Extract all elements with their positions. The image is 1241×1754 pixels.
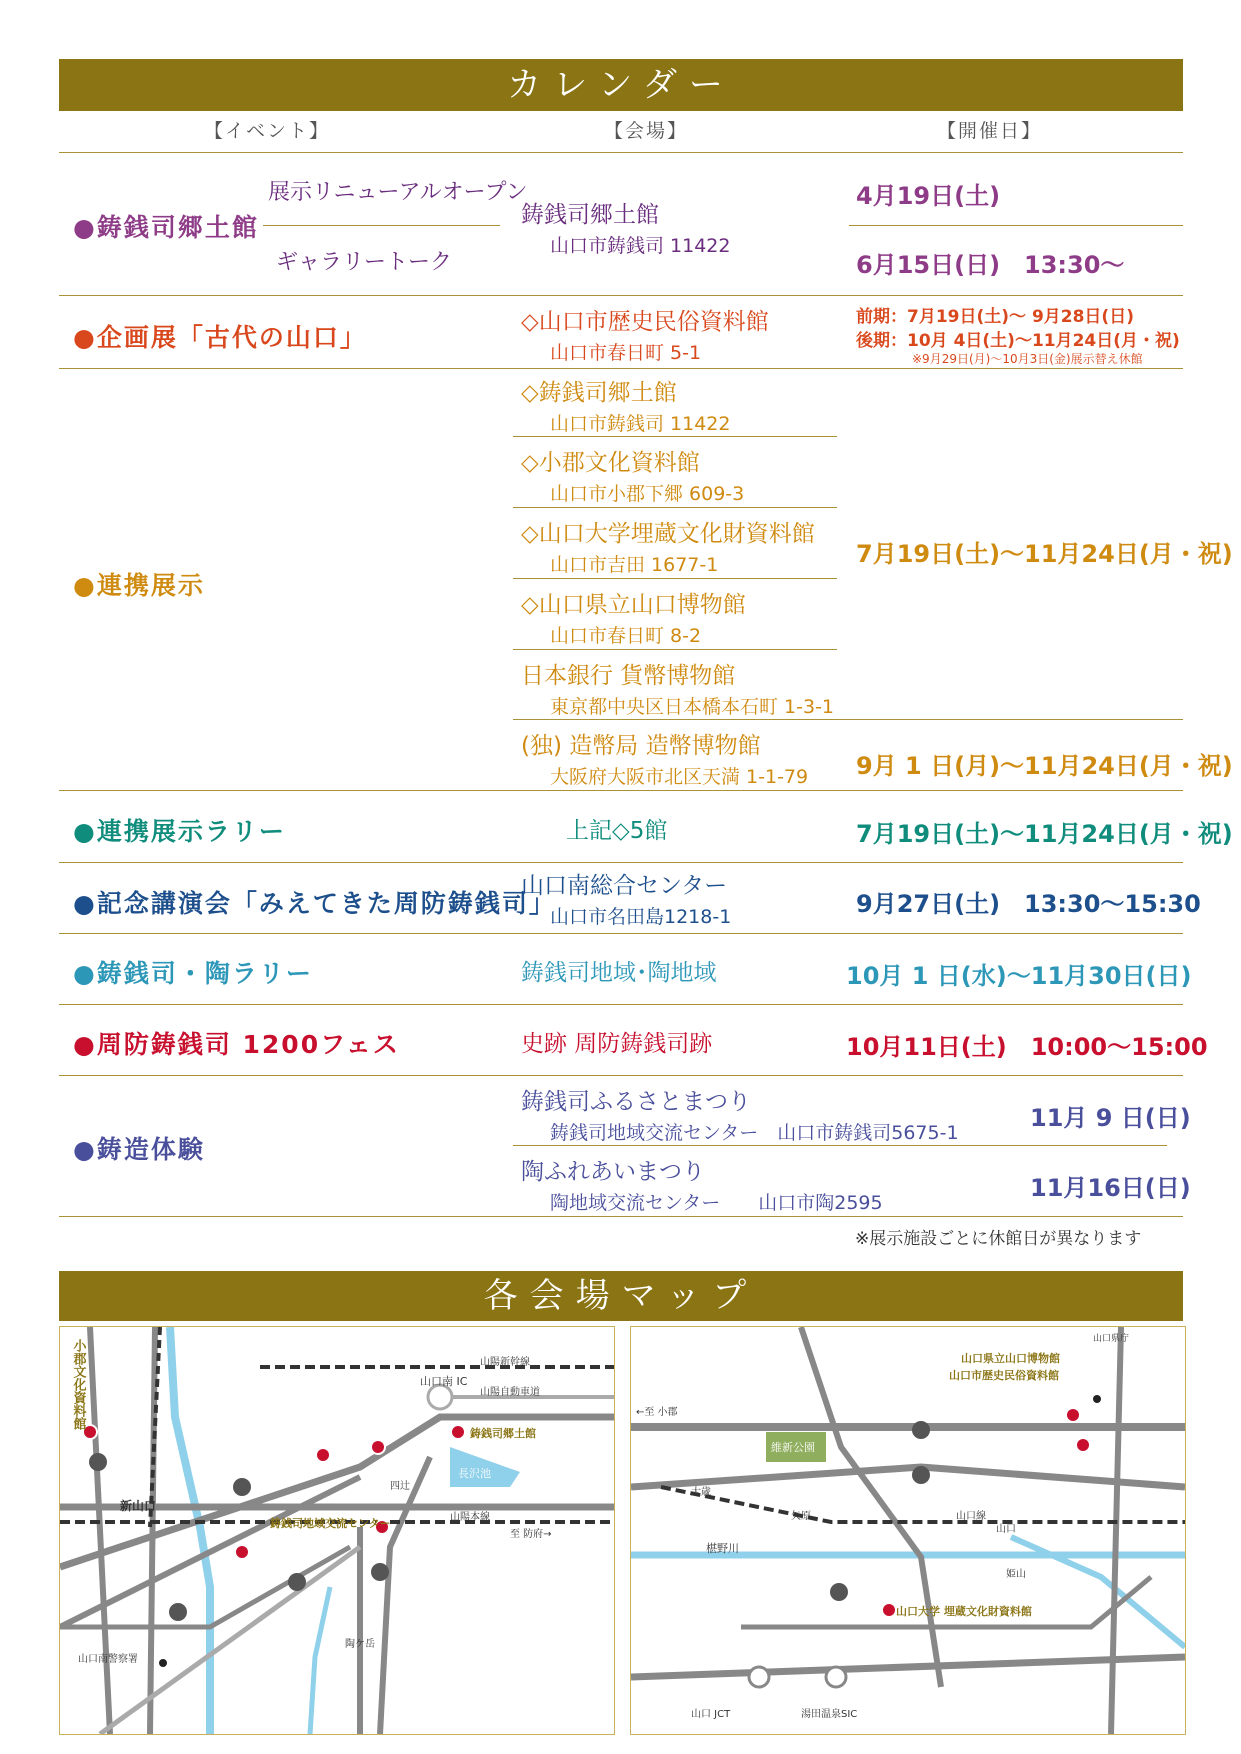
venue-sue-rally: 鋳銭司地域･陶地域 bbox=[521, 960, 717, 986]
ic-marker bbox=[428, 1385, 452, 1409]
expressway bbox=[631, 1657, 1185, 1677]
event-renkei: ●連携展示 bbox=[73, 571, 205, 600]
marker-police bbox=[159, 1659, 167, 1667]
label-to-hofu: 至 防府→ bbox=[510, 1529, 552, 1540]
row-divider bbox=[513, 436, 837, 437]
calendar-title-banner bbox=[59, 59, 1183, 111]
route-194 bbox=[371, 1563, 389, 1581]
railway-yamaguchi bbox=[661, 1487, 1185, 1522]
date-sue-rally: 10月 1 日(水)～11月30日(日) bbox=[846, 962, 1192, 990]
row-divider bbox=[59, 1004, 1183, 1005]
date-fes: 10月11日(土) 10:00～15:00 bbox=[846, 1033, 1208, 1061]
addr-minzoku: 山口市春日町 5-1 bbox=[550, 342, 702, 364]
row-divider bbox=[59, 933, 1183, 934]
label-yamaguchi: 山口 bbox=[996, 1524, 1016, 1535]
label-sanyo-line: 山陽本線 bbox=[450, 1512, 490, 1523]
marker-sue bbox=[316, 1448, 330, 1462]
map-left-svg bbox=[60, 1327, 614, 1734]
route-9 bbox=[89, 1453, 107, 1471]
venue-furusato: 鋳銭司ふるさとまつり bbox=[521, 1089, 751, 1115]
venue-fureai: 陶ふれあいまつり bbox=[521, 1159, 705, 1185]
label-museum: 山口県立山口博物館 bbox=[961, 1352, 1060, 1365]
header-event: 【イベント】 bbox=[204, 120, 331, 142]
label-suegatake: 陶ケ岳 bbox=[345, 1639, 375, 1650]
road bbox=[801, 1327, 941, 1687]
map-right-svg bbox=[631, 1327, 1185, 1734]
map-title-banner bbox=[59, 1271, 1183, 1321]
label-fushino: 椹野川 bbox=[706, 1542, 739, 1555]
date-renkei: 7月19日(土)～11月24日(月・祝) bbox=[856, 540, 1233, 568]
date-furusato: 11月 9 日(日) bbox=[1030, 1104, 1191, 1132]
road-204 bbox=[631, 1467, 1185, 1487]
route-204 bbox=[912, 1466, 930, 1484]
marker-minzoku bbox=[1076, 1438, 1090, 1452]
sic-marker bbox=[826, 1667, 846, 1687]
addr-kouen: 山口市名田島1218-1 bbox=[550, 906, 732, 928]
addr-furusato: 鋳銭司地域交流センター 山口市鋳銭司5675-1 bbox=[550, 1122, 959, 1144]
venue-kouen: 山口南総合センター bbox=[521, 873, 728, 899]
date-fureai: 11月16日(日) bbox=[1030, 1174, 1191, 1202]
date-kouen: 9月27日(土) 13:30～15:30 bbox=[856, 890, 1201, 918]
map-title: 各会場マップ bbox=[483, 1276, 759, 1316]
label-kyodokan: 鋳銭司郷土館 bbox=[470, 1427, 536, 1440]
venue-renkei-1: ◇鋳銭司郷土館 bbox=[521, 380, 677, 406]
label-yabara: 矢原 bbox=[791, 1511, 811, 1522]
row-divider bbox=[263, 225, 500, 226]
marker-kencho bbox=[1093, 1395, 1101, 1403]
addr-kyodokan: 山口市鋳銭司 11422 bbox=[550, 235, 731, 257]
route-61 bbox=[288, 1573, 306, 1591]
row-divider bbox=[59, 790, 1183, 791]
event-fes: ●周防鋳銭司 1200フェス bbox=[73, 1030, 400, 1059]
marker-kyodokan bbox=[451, 1425, 465, 1439]
venue-renkei-4: ◇山口県立山口博物館 bbox=[521, 592, 746, 618]
venue-minzoku: ◇山口市歴史民俗資料館 bbox=[521, 309, 769, 335]
addr-renkei-5: 東京都中央区日本橋本石町 1-3-1 bbox=[550, 696, 835, 718]
footnote: ※展示施設ごとに休館日が異なります bbox=[855, 1229, 1142, 1249]
marker-univ bbox=[882, 1603, 896, 1617]
label-sic: 湯田温泉SIC bbox=[801, 1709, 858, 1720]
date-zenki: 前期：7月19日(土)～ 9月28日(日) bbox=[856, 307, 1134, 327]
event-kyodokan: ●鋳銭司郷土館 bbox=[73, 213, 259, 242]
label-univ: 山口大学 埋蔵文化財資料館 bbox=[896, 1605, 1032, 1618]
closure-note: ※9月29日(月)～10月3日(金)展示替え休館 bbox=[912, 352, 1143, 366]
label-expressway: 山陽自動車道 bbox=[480, 1387, 540, 1398]
venue-renkei-3: ◇山口大学埋蔵文化財資料館 bbox=[521, 521, 815, 547]
road-194 bbox=[380, 1457, 430, 1734]
header-date: 【開催日】 bbox=[937, 120, 1043, 142]
row-divider bbox=[513, 578, 837, 579]
date-gallery-talk: 6月15日(日) 13:30～ bbox=[856, 251, 1125, 279]
label-jct: 山口 JCT bbox=[691, 1709, 731, 1720]
event-sub-gallery-talk: ギャラリートーク bbox=[276, 250, 453, 275]
marker-minami bbox=[235, 1545, 249, 1559]
date-renewal: 4月19日(土) bbox=[856, 182, 1001, 210]
road bbox=[1111, 1327, 1121, 1734]
row-divider bbox=[513, 1145, 1167, 1146]
label-shinyamaguchi: 新山口 bbox=[120, 1499, 157, 1513]
map-right bbox=[630, 1326, 1186, 1735]
route-61 bbox=[830, 1583, 848, 1601]
venue-renkei-5: 日本銀行 貨幣博物館 bbox=[521, 663, 736, 689]
marker-museum bbox=[1066, 1408, 1080, 1422]
addr-renkei-1: 山口市鋳銭司 11422 bbox=[550, 413, 731, 435]
event-sub-renewal: 展示リニューアルオープン bbox=[268, 180, 528, 205]
date-zouhei: 9月 1 日(月)～11月24日(月・祝) bbox=[856, 752, 1233, 780]
label-police: 山口南警察署 bbox=[78, 1654, 138, 1665]
event-rally: ●連携展示ラリー bbox=[73, 817, 286, 846]
jct-marker bbox=[749, 1667, 769, 1687]
label-minzoku: 山口市歴史民俗資料館 bbox=[949, 1369, 1059, 1382]
venue-renkei-6: (独) 造幣局 造幣博物館 bbox=[521, 733, 761, 759]
label-yamaguchi-line: 山口線 bbox=[956, 1511, 986, 1522]
date-rally: 7月19日(土)～11月24日(月・祝) bbox=[856, 820, 1233, 848]
event-kouen: ●記念講演会「みえてきた周防鋳銭司」 bbox=[73, 889, 556, 918]
road bbox=[741, 1577, 1151, 1627]
label-ic: 山口南 IC bbox=[420, 1375, 468, 1388]
venue-kyodokan: 鋳銭司郷土館 bbox=[521, 202, 659, 228]
label-to-ogori: ←至 小郡 bbox=[636, 1407, 678, 1418]
row-divider bbox=[59, 295, 1183, 296]
road bbox=[90, 1327, 110, 1734]
label-yotsutsuji: 四辻 bbox=[390, 1481, 410, 1492]
addr-renkei-3: 山口市吉田 1677-1 bbox=[550, 554, 719, 576]
event-chuzo: ●鋳造体験 bbox=[73, 1135, 205, 1164]
venue-fes: 史跡 周防鋳銭司跡 bbox=[521, 1031, 713, 1057]
route-9 bbox=[912, 1421, 930, 1439]
label-oochi: 大歳 bbox=[691, 1487, 711, 1498]
label-shinkansen: 山陽新幹線 bbox=[480, 1357, 530, 1368]
route-335 bbox=[233, 1478, 251, 1496]
calendar-title: カレンダー bbox=[507, 65, 735, 105]
row-divider bbox=[849, 225, 1183, 226]
road bbox=[150, 1327, 155, 1734]
label-nagasawa: 長沢池 bbox=[458, 1467, 491, 1480]
event-kikakuten: ●企画展「古代の山口」 bbox=[73, 323, 367, 352]
row-divider bbox=[59, 368, 1183, 369]
row-divider bbox=[59, 1075, 1183, 1076]
addr-renkei-4: 山口市春日町 8-2 bbox=[550, 625, 702, 647]
row-divider bbox=[513, 507, 837, 508]
label-ishin: 維新公園 bbox=[771, 1441, 815, 1454]
row-divider bbox=[59, 862, 1183, 863]
addr-renkei-6: 大阪府大阪市北区天満 1-1-79 bbox=[550, 766, 809, 788]
row-divider bbox=[59, 152, 1183, 153]
addr-renkei-2: 山口市小郡下郷 609-3 bbox=[550, 483, 745, 505]
label-kencho: 山口県庁 bbox=[1093, 1334, 1130, 1344]
event-sue-rally: ●鋳銭司・陶ラリー bbox=[73, 959, 313, 988]
map-left bbox=[59, 1326, 615, 1735]
marker-shiseki bbox=[371, 1440, 385, 1454]
label-himeyama: 姫山 bbox=[1006, 1569, 1026, 1580]
date-kouki: 後期：10月 4日(土)～11月24日(月・祝) bbox=[856, 331, 1180, 351]
label-chiiki: 鋳銭司地域交流センター bbox=[270, 1517, 391, 1530]
row-divider bbox=[513, 649, 837, 650]
row-divider bbox=[513, 719, 1183, 720]
venue-renkei-2: ◇小郡文化資料館 bbox=[521, 450, 700, 476]
addr-fureai: 陶地域交流センター 山口市陶2595 bbox=[550, 1192, 883, 1214]
label-ogori: 小郡文化資料館 bbox=[70, 1339, 86, 1430]
venue-rally: 上記◇5館 bbox=[566, 818, 668, 844]
route-2 bbox=[169, 1603, 187, 1621]
river-branch bbox=[310, 1587, 330, 1734]
header-venue: 【会場】 bbox=[604, 120, 689, 142]
row-divider bbox=[59, 1216, 1183, 1217]
